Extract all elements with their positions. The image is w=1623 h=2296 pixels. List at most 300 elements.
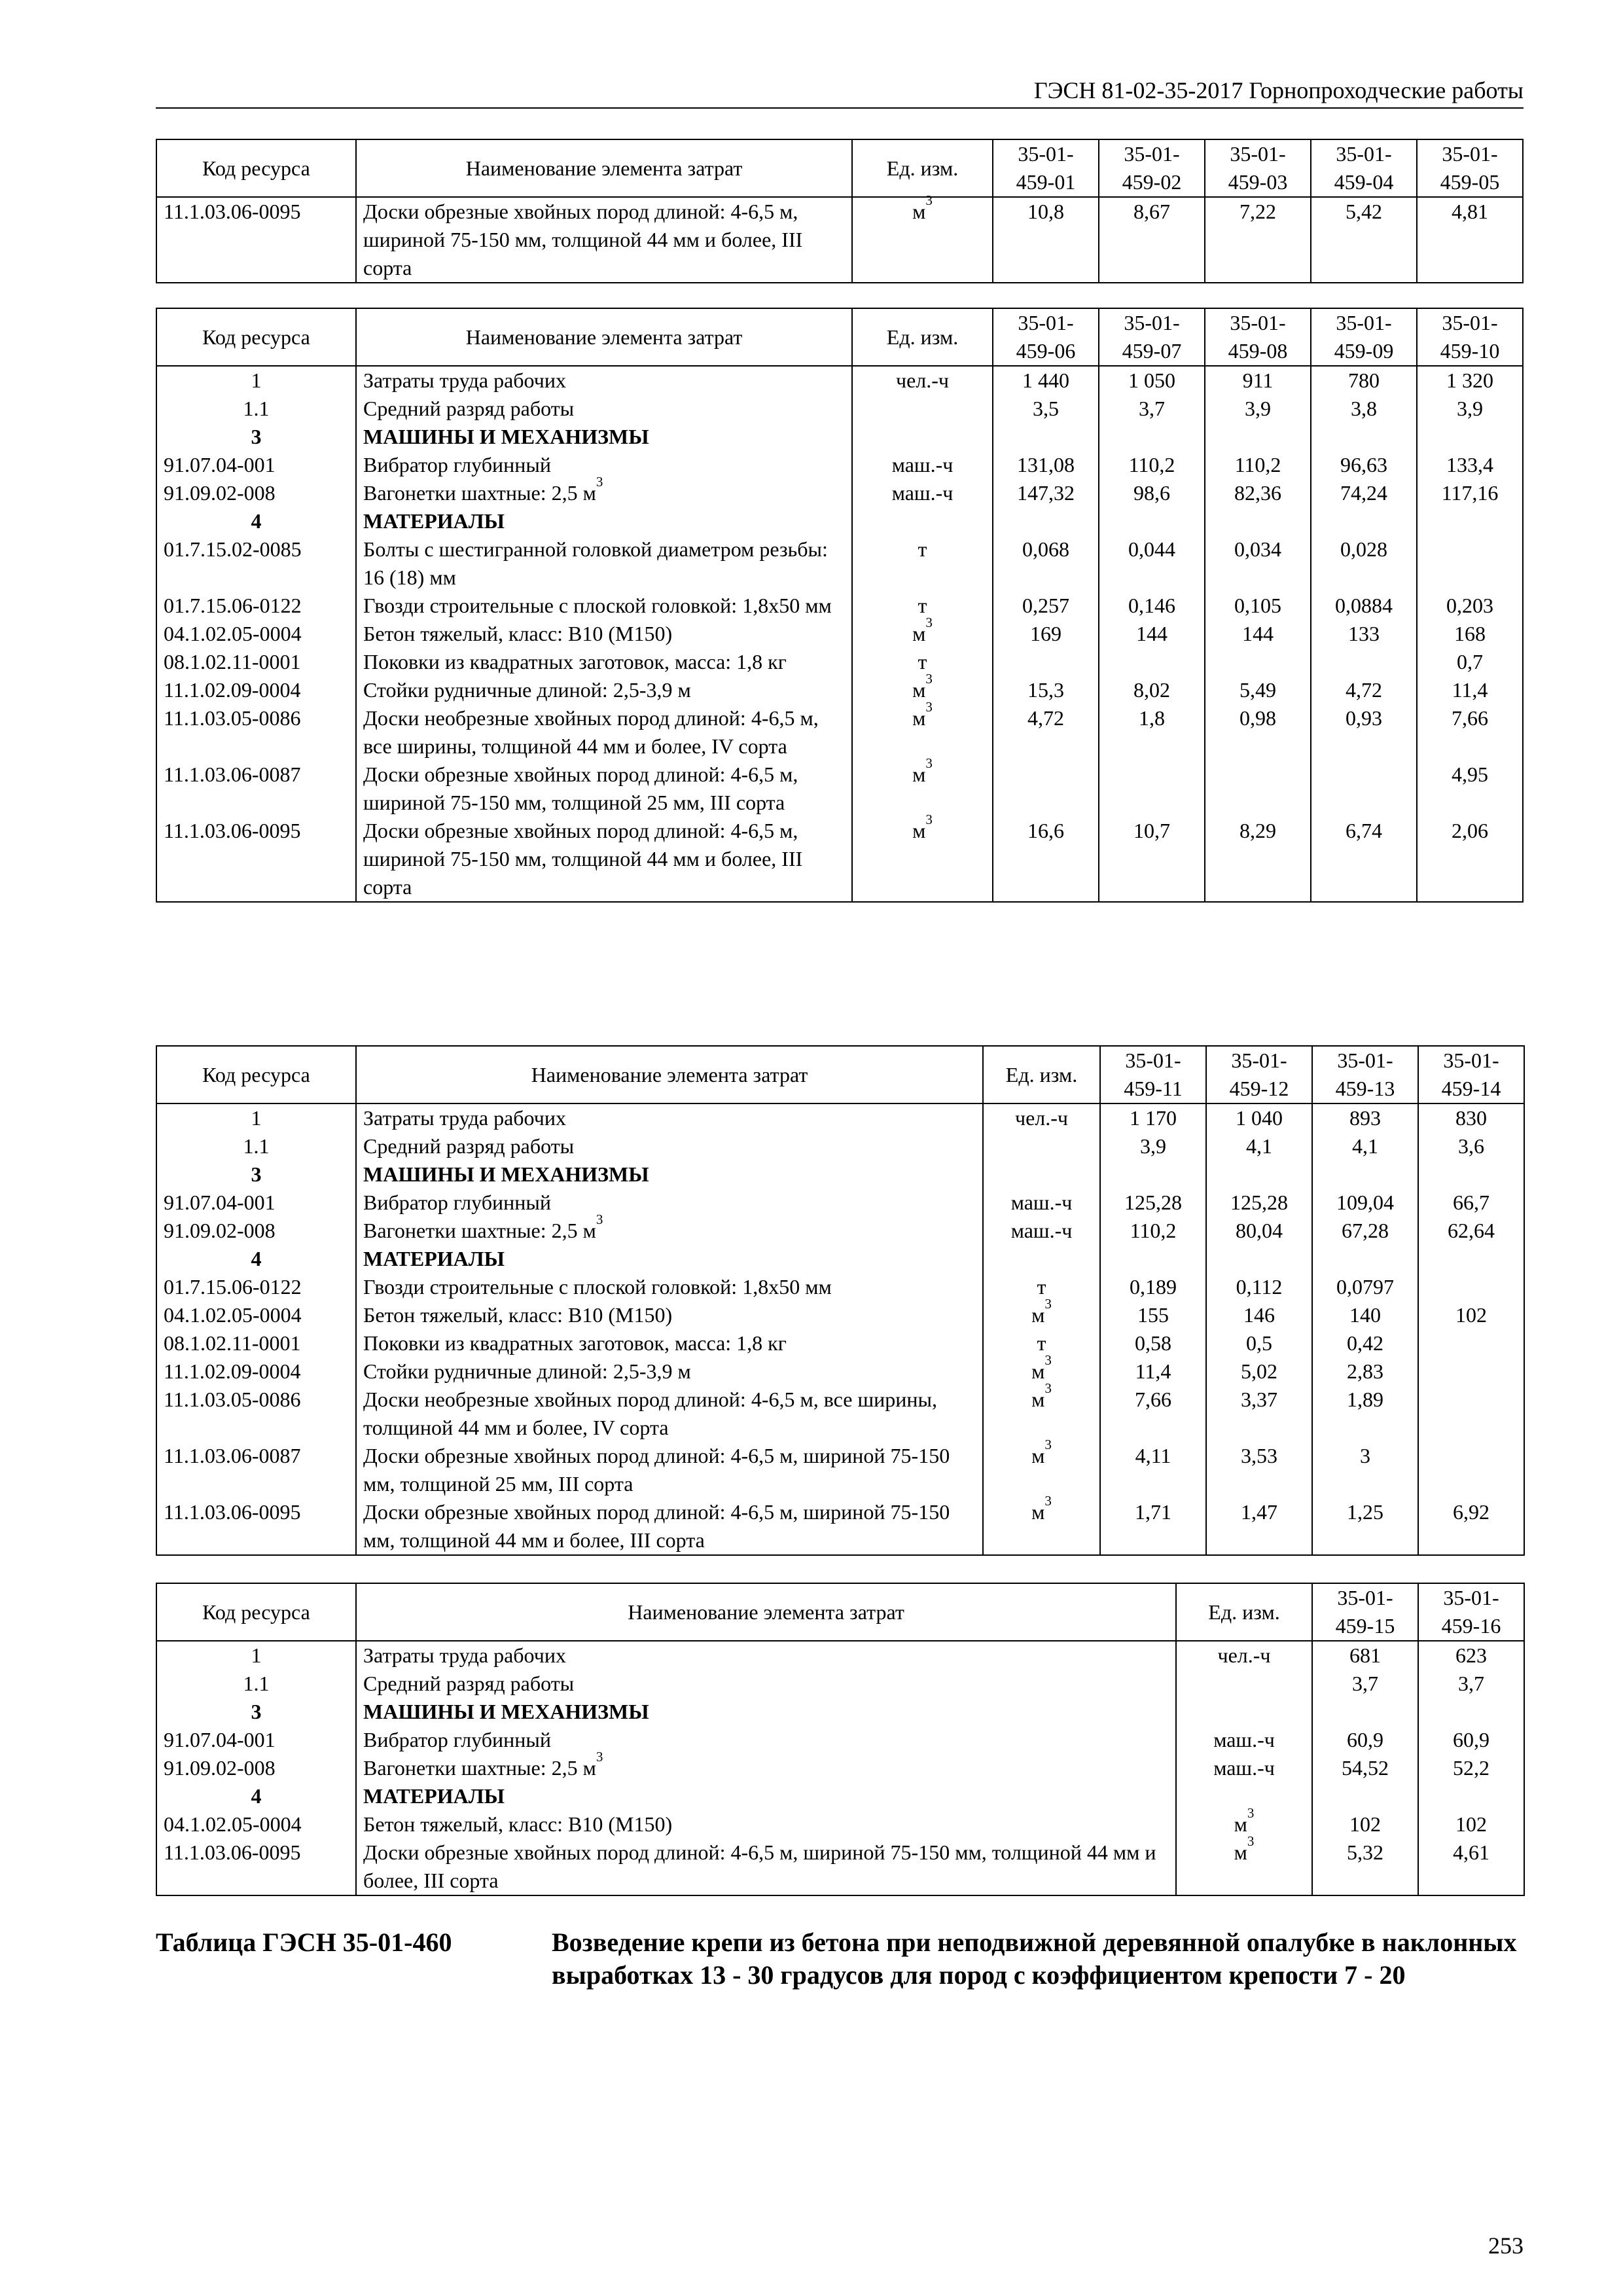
resource-code: 11.1.03.06-0095 bbox=[156, 1498, 356, 1555]
resource-table-1 bbox=[156, 139, 1524, 283]
header-norm-code: 35-01- 459-14 bbox=[1418, 1046, 1524, 1103]
norm-value: 0,7 bbox=[1417, 648, 1523, 676]
norm-value: 10,7 bbox=[1099, 817, 1205, 902]
resource-name: Доски обрезные хвойных пород длиной: 4-6,5 м, шириной 75-150 мм, толщиной 44 мм и более, III сорта bbox=[356, 1498, 983, 1555]
resource-code: 91.09.02-008 bbox=[156, 479, 356, 507]
resource-name: МАТЕРИАЛЫ bbox=[356, 1782, 1176, 1810]
norm-value: 102 bbox=[1418, 1301, 1524, 1329]
norm-value: 1 170 bbox=[1100, 1103, 1206, 1132]
norm-value bbox=[1099, 761, 1205, 817]
resource-code: 01.7.15.06-0122 bbox=[156, 592, 356, 620]
norm-value bbox=[1312, 1782, 1418, 1810]
table-row bbox=[156, 479, 1523, 507]
header-norm-code: 35-01- 459-04 bbox=[1311, 139, 1417, 197]
norm-value bbox=[1417, 535, 1523, 592]
table-row bbox=[156, 648, 1523, 676]
norm-value: 8,02 bbox=[1099, 676, 1205, 704]
resource-unit bbox=[983, 1132, 1100, 1160]
resource-name: Вагонетки шахтные: 2,5 $м^3$ bbox=[356, 479, 852, 507]
resource-unit: $м^3$ bbox=[852, 197, 993, 283]
resource-name: Стойки рудничные длиной: 2,5-3,9 м bbox=[356, 676, 852, 704]
norm-value bbox=[1312, 1245, 1418, 1273]
section-row bbox=[156, 1698, 1524, 1726]
resource-code: 11.1.02.09-0004 bbox=[156, 1357, 356, 1386]
resource-code: 11.1.03.06-0095 bbox=[156, 197, 356, 283]
resource-unit: т bbox=[983, 1273, 1100, 1301]
header-norm-code: 35-01- 459-02 bbox=[1099, 139, 1205, 197]
norm-value: 3,9 bbox=[1205, 395, 1311, 423]
table-row bbox=[156, 704, 1523, 761]
norm-value bbox=[993, 507, 1099, 535]
header-name: Наименование элемента затрат bbox=[356, 308, 852, 366]
norm-value: 52,2 bbox=[1418, 1754, 1524, 1782]
table-row bbox=[156, 817, 1523, 902]
norm-value bbox=[1099, 507, 1205, 535]
resource-name: Вибратор глубинный bbox=[356, 1189, 983, 1217]
resource-code: 04.1.02.05-0004 bbox=[156, 1810, 356, 1839]
resource-code: 91.07.04-001 bbox=[156, 1726, 356, 1754]
resource-code: 11.1.03.06-0095 bbox=[156, 817, 356, 902]
resource-unit: маш.-ч bbox=[852, 479, 993, 507]
norm-value bbox=[1418, 1273, 1524, 1301]
header-unit: Ед. изм. bbox=[852, 139, 993, 197]
table-row bbox=[156, 197, 1523, 283]
resource-name: Доски обрезные хвойных пород длиной: 4-6,5 м, шириной 75-150 мм, толщиной 44 мм и более, III сорта bbox=[356, 1839, 1176, 1895]
header-norm-code: 35-01- 459-05 bbox=[1417, 139, 1523, 197]
table-row bbox=[156, 395, 1523, 423]
norm-value: 3,7 bbox=[1312, 1670, 1418, 1698]
resource-name: Гвозди строительные с плоской головкой: 1,8х50 мм bbox=[356, 592, 852, 620]
resource-name: Вагонетки шахтные: 2,5 $м^3$ bbox=[356, 1754, 1176, 1782]
norm-value: 4,95 bbox=[1417, 761, 1523, 817]
resource-name: МАТЕРИАЛЫ bbox=[356, 507, 852, 535]
table-row bbox=[156, 1329, 1524, 1357]
resource-code: 11.1.03.05-0086 bbox=[156, 704, 356, 761]
norm-value: 0,42 bbox=[1312, 1329, 1418, 1357]
header-norm-code: 35-01- 459-08 bbox=[1205, 308, 1311, 366]
norm-value: 0,112 bbox=[1206, 1273, 1312, 1301]
table-row bbox=[156, 676, 1523, 704]
section-row bbox=[156, 507, 1523, 535]
norm-value: 11,4 bbox=[1417, 676, 1523, 704]
norm-value: 15,3 bbox=[993, 676, 1099, 704]
table-caption-label: Таблица ГЭСН 35-01-460 bbox=[156, 1928, 452, 1957]
table-row bbox=[156, 1103, 1524, 1132]
resource-name: Затраты труда рабочих bbox=[356, 366, 852, 395]
table-row bbox=[156, 1217, 1524, 1245]
page-number: 253 bbox=[1488, 2233, 1524, 2259]
table-row bbox=[156, 592, 1523, 620]
resource-unit: $м^3$ bbox=[983, 1357, 1100, 1386]
norm-value: 0,028 bbox=[1311, 535, 1417, 592]
norm-value: 16,6 bbox=[993, 817, 1099, 902]
header-norm-code: 35-01- 459-07 bbox=[1099, 308, 1205, 366]
table-header-row bbox=[156, 1583, 1524, 1641]
table-row bbox=[156, 761, 1523, 817]
norm-value: 82,36 bbox=[1205, 479, 1311, 507]
norm-value: 7,22 bbox=[1205, 197, 1311, 283]
norm-value bbox=[1312, 1698, 1418, 1726]
norm-value: 1 040 bbox=[1206, 1103, 1312, 1132]
norm-value: 3,8 bbox=[1311, 395, 1417, 423]
norm-value: 4,1 bbox=[1312, 1132, 1418, 1160]
resource-name: Поковки из квадратных заготовок, масса: 1,8 кг bbox=[356, 1329, 983, 1357]
resource-unit: т bbox=[852, 648, 993, 676]
norm-value: 60,9 bbox=[1312, 1726, 1418, 1754]
resource-unit: маш.-ч bbox=[1176, 1726, 1312, 1754]
norm-value bbox=[1100, 1245, 1206, 1273]
norm-value: 3,5 bbox=[993, 395, 1099, 423]
norm-value: 911 bbox=[1205, 366, 1311, 395]
norm-value bbox=[1418, 1245, 1524, 1273]
norm-value bbox=[1099, 423, 1205, 451]
header-norm-code: 35-01- 459-06 bbox=[993, 308, 1099, 366]
resource-unit: $м^3$ bbox=[983, 1442, 1100, 1498]
resource-code: 11.1.03.05-0086 bbox=[156, 1386, 356, 1442]
section-row bbox=[156, 1160, 1524, 1189]
header-name: Наименование элемента затрат bbox=[356, 1046, 983, 1103]
resource-name: Доски обрезные хвойных пород длиной: 4-6,5 м, шириной 75-150 мм, толщиной 44 мм и более, III сорта bbox=[356, 197, 852, 283]
norm-value: 4,81 bbox=[1417, 197, 1523, 283]
norm-value: 0,203 bbox=[1417, 592, 1523, 620]
norm-value: 54,52 bbox=[1312, 1754, 1418, 1782]
norm-value: 2,83 bbox=[1312, 1357, 1418, 1386]
table-row bbox=[156, 1810, 1524, 1839]
resource-unit: $м^3$ bbox=[852, 676, 993, 704]
resource-name: Бетон тяжелый, класс: В10 (М150) bbox=[356, 1810, 1176, 1839]
resource-name: МАТЕРИАЛЫ bbox=[356, 1245, 983, 1273]
norm-value: 3,9 bbox=[1100, 1132, 1206, 1160]
resource-code: 4 bbox=[156, 1245, 356, 1273]
norm-value: 1,89 bbox=[1312, 1386, 1418, 1442]
resource-unit: маш.-ч bbox=[983, 1217, 1100, 1245]
table-row bbox=[156, 451, 1523, 479]
resource-code: 3 bbox=[156, 1160, 356, 1189]
resource-code: 4 bbox=[156, 1782, 356, 1810]
table-header-row bbox=[156, 139, 1523, 197]
resource-code: 11.1.03.06-0087 bbox=[156, 1442, 356, 1498]
table-header-row bbox=[156, 1046, 1524, 1103]
norm-value: 8,67 bbox=[1099, 197, 1205, 283]
resource-name: Затраты труда рабочих bbox=[356, 1103, 983, 1132]
resource-code: 1 bbox=[156, 1103, 356, 1132]
norm-value bbox=[1418, 1386, 1524, 1442]
table-row bbox=[156, 1498, 1524, 1555]
norm-value bbox=[1205, 423, 1311, 451]
table-header-row bbox=[156, 308, 1523, 366]
table-caption-title: Возведение крепи из бетона при неподвижной деревянной опалубке в наклонных выработках 13 - 30 градусов для пород с коэффициентом крепости 7 - 20 bbox=[552, 1928, 1517, 1990]
header-unit: Ед. изм. bbox=[1176, 1583, 1312, 1641]
resource-name: Стойки рудничные длиной: 2,5-3,9 м bbox=[356, 1357, 983, 1386]
header-norm-code: 35-01- 459-03 bbox=[1205, 139, 1311, 197]
norm-value bbox=[1417, 423, 1523, 451]
norm-value: 146 bbox=[1206, 1301, 1312, 1329]
norm-value: 3,7 bbox=[1418, 1670, 1524, 1698]
resource-unit: чел.-ч bbox=[983, 1103, 1100, 1132]
table-row bbox=[156, 1839, 1524, 1895]
resource-code: 01.7.15.06-0122 bbox=[156, 1273, 356, 1301]
resource-unit: $м^3$ bbox=[983, 1301, 1100, 1329]
resource-unit: чел.-ч bbox=[1176, 1641, 1312, 1670]
resource-code: 91.09.02-008 bbox=[156, 1754, 356, 1782]
resource-unit: маш.-ч bbox=[983, 1189, 1100, 1217]
resource-name: Вибратор глубинный bbox=[356, 451, 852, 479]
resource-code: 1 bbox=[156, 366, 356, 395]
header-code: Код ресурса bbox=[156, 1046, 356, 1103]
norm-value bbox=[1418, 1329, 1524, 1357]
table-row bbox=[156, 1386, 1524, 1442]
table-row bbox=[156, 1670, 1524, 1698]
table-row bbox=[156, 1189, 1524, 1217]
norm-value: 623 bbox=[1418, 1641, 1524, 1670]
norm-value bbox=[1205, 761, 1311, 817]
norm-value bbox=[1418, 1698, 1524, 1726]
table-row bbox=[156, 535, 1523, 592]
norm-value: 0,0797 bbox=[1312, 1273, 1418, 1301]
resource-unit bbox=[852, 507, 993, 535]
norm-value: 74,24 bbox=[1311, 479, 1417, 507]
table-row bbox=[156, 1442, 1524, 1498]
norm-value bbox=[1418, 1357, 1524, 1386]
header-norm-code: 35-01- 459-09 bbox=[1311, 308, 1417, 366]
resource-code: 04.1.02.05-0004 bbox=[156, 620, 356, 648]
resource-unit bbox=[983, 1160, 1100, 1189]
norm-value: 0,044 bbox=[1099, 535, 1205, 592]
norm-value: 4,72 bbox=[1311, 676, 1417, 704]
norm-value: 0,5 bbox=[1206, 1329, 1312, 1357]
resource-unit bbox=[852, 395, 993, 423]
norm-value bbox=[993, 648, 1099, 676]
header-norm-code: 35-01- 459-12 bbox=[1206, 1046, 1312, 1103]
resource-unit bbox=[983, 1245, 1100, 1273]
norm-value: 1,71 bbox=[1100, 1498, 1206, 1555]
resource-name: Средний разряд работы bbox=[356, 395, 852, 423]
norm-value: 7,66 bbox=[1417, 704, 1523, 761]
norm-value bbox=[1206, 1245, 1312, 1273]
norm-value bbox=[1311, 507, 1417, 535]
norm-value bbox=[1206, 1160, 1312, 1189]
resource-unit bbox=[1176, 1670, 1312, 1698]
table-row bbox=[156, 1301, 1524, 1329]
norm-value: 5,49 bbox=[1205, 676, 1311, 704]
norm-value: 3,7 bbox=[1099, 395, 1205, 423]
resource-name: Гвозди строительные с плоской головкой: 1,8х50 мм bbox=[356, 1273, 983, 1301]
norm-value: 5,42 bbox=[1311, 197, 1417, 283]
resource-name: МАШИНЫ И МЕХАНИЗМЫ bbox=[356, 1698, 1176, 1726]
header-norm-code: 35-01- 459-13 bbox=[1312, 1046, 1418, 1103]
norm-value: 1 050 bbox=[1099, 366, 1205, 395]
header-unit: Ед. изм. bbox=[852, 308, 993, 366]
resource-unit: $м^3$ bbox=[1176, 1839, 1312, 1895]
norm-value: 3,53 bbox=[1206, 1442, 1312, 1498]
norm-value: 0,93 bbox=[1311, 704, 1417, 761]
resource-unit: $м^3$ bbox=[1176, 1810, 1312, 1839]
norm-value bbox=[1311, 648, 1417, 676]
norm-value bbox=[993, 423, 1099, 451]
norm-value: 5,02 bbox=[1206, 1357, 1312, 1386]
norm-value bbox=[1100, 1160, 1206, 1189]
norm-value: 144 bbox=[1099, 620, 1205, 648]
norm-value: 133 bbox=[1311, 620, 1417, 648]
norm-value: 169 bbox=[993, 620, 1099, 648]
norm-value: 131,08 bbox=[993, 451, 1099, 479]
norm-value: 147,32 bbox=[993, 479, 1099, 507]
norm-value bbox=[1312, 1160, 1418, 1189]
table-row bbox=[156, 1754, 1524, 1782]
norm-value: 102 bbox=[1418, 1810, 1524, 1839]
norm-value: 0,58 bbox=[1100, 1329, 1206, 1357]
norm-value: 10,8 bbox=[993, 197, 1099, 283]
norm-value: 0,034 bbox=[1205, 535, 1311, 592]
resource-code: 01.7.15.02-0085 bbox=[156, 535, 356, 592]
norm-value: 4,72 bbox=[993, 704, 1099, 761]
norm-value: 893 bbox=[1312, 1103, 1418, 1132]
norm-value: 830 bbox=[1418, 1103, 1524, 1132]
header-code: Код ресурса bbox=[156, 1583, 356, 1641]
norm-value: 11,4 bbox=[1100, 1357, 1206, 1386]
resource-unit: т bbox=[852, 592, 993, 620]
resource-name: Средний разряд работы bbox=[356, 1670, 1176, 1698]
resource-code: 1.1 bbox=[156, 1132, 356, 1160]
resource-name: МАШИНЫ И МЕХАНИЗМЫ bbox=[356, 1160, 983, 1189]
norm-value: 5,32 bbox=[1312, 1839, 1418, 1895]
norm-value bbox=[1099, 648, 1205, 676]
norm-value: 3,37 bbox=[1206, 1386, 1312, 1442]
table-row bbox=[156, 366, 1523, 395]
header-norm-code: 35-01- 459-15 bbox=[1312, 1583, 1418, 1641]
resource-name: Бетон тяжелый, класс: В10 (М150) bbox=[356, 1301, 983, 1329]
header-norm-code: 35-01- 459-11 bbox=[1100, 1046, 1206, 1103]
resource-unit bbox=[852, 423, 993, 451]
resource-unit: маш.-ч bbox=[1176, 1754, 1312, 1782]
resource-code: 11.1.02.09-0004 bbox=[156, 676, 356, 704]
resource-name: Доски обрезные хвойных пород длиной: 4-6,5 м, шириной 75-150 мм, толщиной 25 мм, III сорта bbox=[356, 761, 852, 817]
resource-name: Доски обрезные хвойных пород длиной: 4-6,5 м, шириной 75-150 мм, толщиной 44 мм и более, III сорта bbox=[356, 817, 852, 902]
norm-value: 6,92 bbox=[1418, 1498, 1524, 1555]
norm-value: 3 bbox=[1312, 1442, 1418, 1498]
norm-value: 125,28 bbox=[1206, 1189, 1312, 1217]
resource-table-4 bbox=[156, 1583, 1525, 1896]
resource-unit: чел.-ч bbox=[852, 366, 993, 395]
norm-value: 110,2 bbox=[1099, 451, 1205, 479]
resource-name: МАШИНЫ И МЕХАНИЗМЫ bbox=[356, 423, 852, 451]
table-row bbox=[156, 1273, 1524, 1301]
norm-value: 1 320 bbox=[1417, 366, 1523, 395]
resource-code: 1 bbox=[156, 1641, 356, 1670]
norm-value: 6,74 bbox=[1311, 817, 1417, 902]
resource-unit: т bbox=[983, 1329, 1100, 1357]
resource-code: 91.09.02-008 bbox=[156, 1217, 356, 1245]
norm-value: 62,64 bbox=[1418, 1217, 1524, 1245]
norm-value: 2,06 bbox=[1417, 817, 1523, 902]
norm-value: 8,29 bbox=[1205, 817, 1311, 902]
header-norm-code: 35-01- 459-10 bbox=[1417, 308, 1523, 366]
page-header: ГЭСН 81-02-35-2017 Горнопроходческие работы bbox=[156, 73, 1524, 109]
resource-unit: т bbox=[852, 535, 993, 592]
norm-value: 4,61 bbox=[1418, 1839, 1524, 1895]
norm-value: 0,068 bbox=[993, 535, 1099, 592]
norm-value: 3,6 bbox=[1418, 1132, 1524, 1160]
norm-value bbox=[1205, 507, 1311, 535]
resource-unit: $м^3$ bbox=[983, 1386, 1100, 1442]
norm-value bbox=[1418, 1160, 1524, 1189]
resource-code: 3 bbox=[156, 423, 356, 451]
norm-value: 0,98 bbox=[1205, 704, 1311, 761]
resource-name: Доски необрезные хвойных пород длиной: 4-6,5 м, все ширины, толщиной 44 мм и более, IV сорта bbox=[356, 704, 852, 761]
resource-name: Затраты труда рабочих bbox=[356, 1641, 1176, 1670]
norm-value: 1,47 bbox=[1206, 1498, 1312, 1555]
section-row bbox=[156, 1245, 1524, 1273]
norm-value: 681 bbox=[1312, 1641, 1418, 1670]
norm-value bbox=[1205, 648, 1311, 676]
section-row bbox=[156, 423, 1523, 451]
resource-unit: $м^3$ bbox=[983, 1498, 1100, 1555]
norm-value bbox=[1311, 423, 1417, 451]
norm-value: 3,9 bbox=[1417, 395, 1523, 423]
norm-value: 0,105 bbox=[1205, 592, 1311, 620]
resource-code: 3 bbox=[156, 1698, 356, 1726]
norm-value: 102 bbox=[1312, 1810, 1418, 1839]
resource-unit: $м^3$ bbox=[852, 817, 993, 902]
resource-name: Доски необрезные хвойных пород длиной: 4-6,5 м, все ширины, толщиной 44 мм и более, IV сорта bbox=[356, 1386, 983, 1442]
header-name: Наименование элемента затрат bbox=[356, 1583, 1176, 1641]
norm-value: 117,16 bbox=[1417, 479, 1523, 507]
table-row bbox=[156, 620, 1523, 648]
norm-value bbox=[1311, 761, 1417, 817]
norm-value: 780 bbox=[1311, 366, 1417, 395]
resource-code: 1.1 bbox=[156, 395, 356, 423]
header-name: Наименование элемента затрат bbox=[356, 139, 852, 197]
norm-value: 98,6 bbox=[1099, 479, 1205, 507]
table-row bbox=[156, 1726, 1524, 1754]
header-norm-code: 35-01- 459-16 bbox=[1418, 1583, 1524, 1641]
norm-value: 96,63 bbox=[1311, 451, 1417, 479]
resource-table-3 bbox=[156, 1045, 1525, 1556]
resource-code: 4 bbox=[156, 507, 356, 535]
norm-value bbox=[993, 761, 1099, 817]
norm-value bbox=[1418, 1782, 1524, 1810]
norm-value: 155 bbox=[1100, 1301, 1206, 1329]
norm-value: 4,1 bbox=[1206, 1132, 1312, 1160]
norm-value: 0,146 bbox=[1099, 592, 1205, 620]
resource-unit bbox=[1176, 1782, 1312, 1810]
norm-value: 60,9 bbox=[1418, 1726, 1524, 1754]
norm-value: 144 bbox=[1205, 620, 1311, 648]
table-row bbox=[156, 1641, 1524, 1670]
resource-unit: $м^3$ bbox=[852, 620, 993, 648]
resource-unit: маш.-ч bbox=[852, 451, 993, 479]
norm-value bbox=[1418, 1442, 1524, 1498]
norm-value: 133,4 bbox=[1417, 451, 1523, 479]
section-row bbox=[156, 1782, 1524, 1810]
norm-value: 4,11 bbox=[1100, 1442, 1206, 1498]
norm-value: 66,7 bbox=[1418, 1189, 1524, 1217]
resource-code: 11.1.03.06-0087 bbox=[156, 761, 356, 817]
header-norm-code: 35-01- 459-01 bbox=[993, 139, 1099, 197]
resource-name: Доски обрезные хвойных пород длиной: 4-6,5 м, шириной 75-150 мм, толщиной 25 мм, III сорта bbox=[356, 1442, 983, 1498]
table-row bbox=[156, 1357, 1524, 1386]
table-row bbox=[156, 1132, 1524, 1160]
norm-value: 1 440 bbox=[993, 366, 1099, 395]
header-unit: Ед. изм. bbox=[983, 1046, 1100, 1103]
resource-code: 04.1.02.05-0004 bbox=[156, 1301, 356, 1329]
resource-name: Поковки из квадратных заготовок, масса: 1,8 кг bbox=[356, 648, 852, 676]
norm-value: 168 bbox=[1417, 620, 1523, 648]
norm-value: 7,66 bbox=[1100, 1386, 1206, 1442]
resource-code: 91.07.04-001 bbox=[156, 1189, 356, 1217]
norm-value: 125,28 bbox=[1100, 1189, 1206, 1217]
resource-code: 08.1.02.11-0001 bbox=[156, 648, 356, 676]
